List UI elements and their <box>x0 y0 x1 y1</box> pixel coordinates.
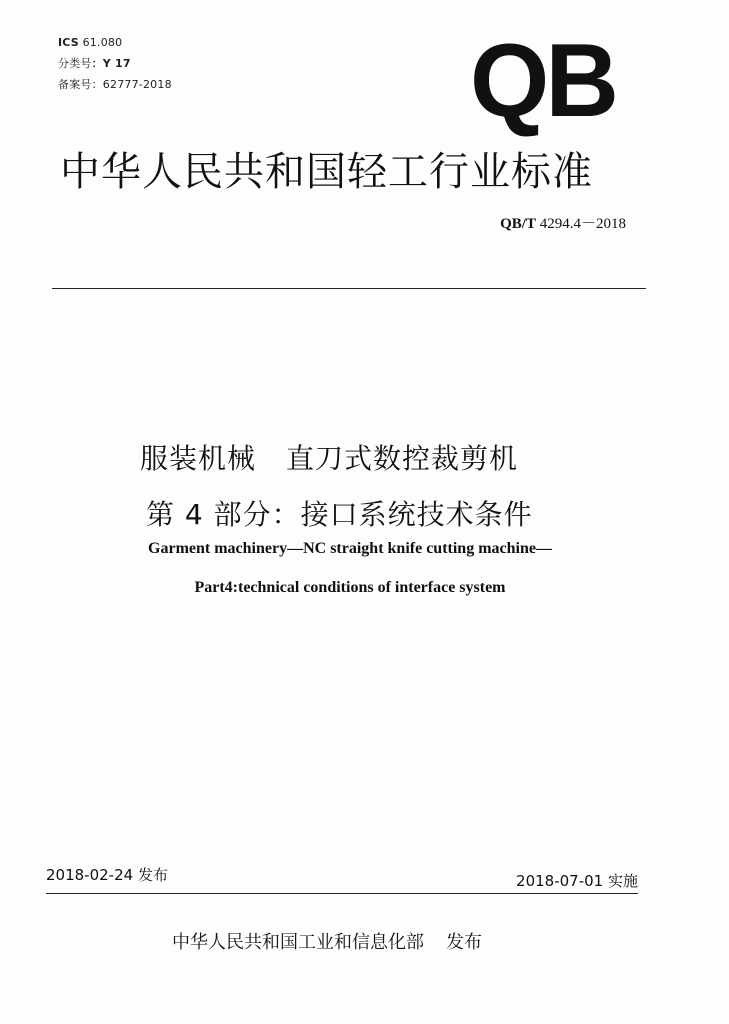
top-divider <box>52 288 646 289</box>
filing-value: ：62777-2018 <box>91 78 172 91</box>
ics-value: 61.080 <box>82 36 123 49</box>
standard-code: QB/T <box>500 216 536 232</box>
ics-code <box>58 36 122 49</box>
qb-logo: QB <box>470 23 616 139</box>
classification-label: 分类号 <box>58 57 92 70</box>
issue-date: 2018-02-24 发布 <box>46 866 168 884</box>
chinese-title-subject: 直刀式数控裁剪机 <box>286 442 519 475</box>
filing-label: 备案号 <box>58 78 92 91</box>
english-title-line-1: Garment machinery—NC straight knife cutting machine— <box>148 540 552 557</box>
chinese-title-line-2: 第 4 部分：接口系统技术条件 <box>146 498 533 531</box>
chinese-title-category: 服装机械 <box>140 442 257 475</box>
filing-number <box>58 76 172 92</box>
standard-number-value: 4294.4－2018 <box>535 216 626 232</box>
classification-number <box>58 55 131 71</box>
bottom-divider <box>46 893 638 894</box>
authority-title: 中华人民共和国轻工行业标准 <box>60 149 593 195</box>
classification-value: ：Y 17 <box>91 57 131 70</box>
issuing-authority <box>172 928 482 954</box>
english-title-line-2: Part4:technical conditions of interface system <box>194 579 506 596</box>
issuer-name: 中华人民共和国工业和信息化部 <box>172 932 424 953</box>
issuer-action: 发布 <box>446 932 482 953</box>
chinese-title-line-1 <box>140 437 518 477</box>
standard-number <box>500 212 626 233</box>
ics-label: ICS <box>58 36 79 49</box>
implementation-date: 2018-07-01 实施 <box>516 872 638 890</box>
